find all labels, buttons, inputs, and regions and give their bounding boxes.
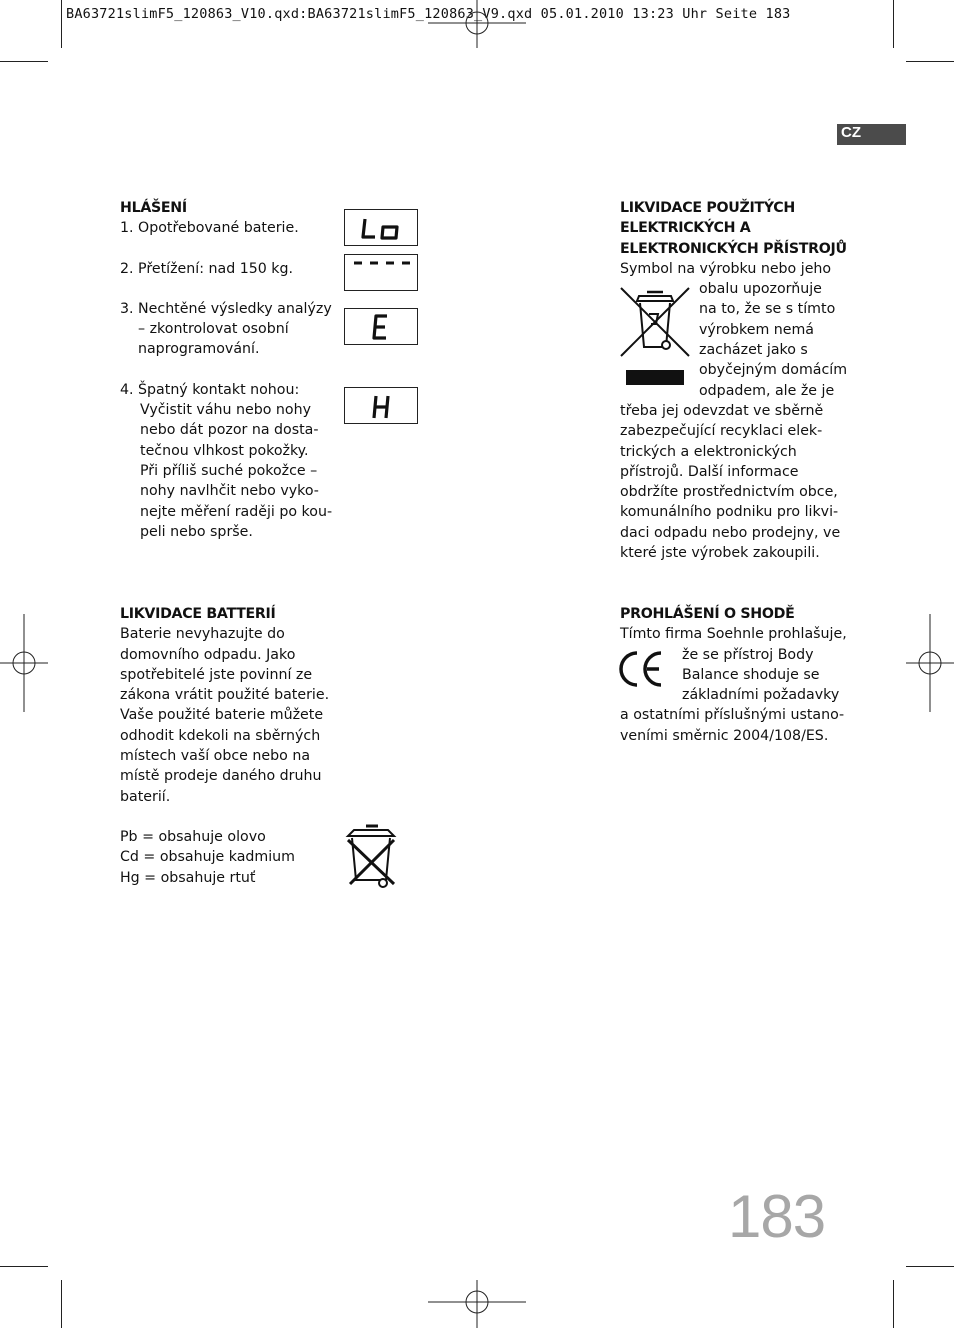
crop-mark xyxy=(893,1280,894,1328)
body-line: místech vaší obce nebo na xyxy=(120,748,311,765)
crop-mark xyxy=(906,61,954,62)
body-line: trických a elektronických xyxy=(620,443,797,460)
crop-mark xyxy=(0,1266,48,1267)
message-item: naprogramování. xyxy=(138,341,260,358)
body-line: obdržíte prostřednictvím obce, xyxy=(620,484,838,501)
crop-mark xyxy=(61,1280,62,1328)
body-line: třeba jej odevzdat ve sběrně xyxy=(620,402,824,419)
language-tab: CZ xyxy=(837,124,906,145)
message-item: tečnou vlhkost pokožky. xyxy=(140,442,309,459)
message-item: – zkontrolovat osobní xyxy=(138,321,289,338)
section-heading: HLÁŠENÍ xyxy=(120,200,187,216)
chem-line: Cd = obsahuje kadmium xyxy=(120,849,295,866)
body-line: veními směrnic 2004/108/ES. xyxy=(620,727,829,744)
crop-mark xyxy=(61,0,62,48)
body-line: výrobkem nemá xyxy=(699,321,815,338)
body-line: zákona vrátit použité baterie. xyxy=(120,687,330,704)
message-item: Vyčistit váhu nebo nohy xyxy=(140,402,311,419)
lcd-dashes-icon xyxy=(344,254,418,291)
section-heading: ELEKTRONICKÝCH PŘÍSTROJŮ xyxy=(620,240,847,257)
chem-line: Pb = obsahuje olovo xyxy=(120,828,266,845)
weee-bin-icon xyxy=(618,284,692,388)
body-line: Balance shoduje se xyxy=(682,666,820,683)
message-item: 2. Přetížení: nad 150 kg. xyxy=(120,260,294,277)
message-item: nebo dát pozor na dosta- xyxy=(140,422,319,439)
section-heading: LIKVIDACE POUŽITÝCH xyxy=(620,200,795,216)
battery-disposal-section xyxy=(120,604,350,888)
body-line: přístrojů. Další informace xyxy=(620,463,799,480)
body-line: Symbol na výrobku nebo jeho xyxy=(620,260,832,277)
body-line: komunálního podniku pro likvi- xyxy=(620,504,839,521)
body-line: Vaše použité baterie můžete xyxy=(120,707,324,724)
lcd-lo-icon xyxy=(344,209,418,246)
ce-mark-icon xyxy=(617,650,665,688)
body-line: zacházet jako s xyxy=(699,342,808,359)
body-line: odhodit kdekoli na sběrných xyxy=(120,727,321,744)
body-line: baterií. xyxy=(120,788,171,805)
body-line: místě prodeje daného druhu xyxy=(120,768,322,785)
message-item: Při příliš suché pokožce – xyxy=(140,462,318,479)
messages-section xyxy=(120,198,340,542)
registration-mark-right xyxy=(906,614,954,712)
lcd-e-icon xyxy=(344,308,418,345)
body-line: Baterie nevyhazujte do xyxy=(120,626,285,643)
page-number: 183 xyxy=(728,1183,826,1250)
registration-mark-left xyxy=(0,614,48,712)
section-heading: ELEKTRICKÝCH A xyxy=(620,220,751,237)
body-line: odpadem, ale že je xyxy=(699,382,835,399)
body-line: domovního odpadu. Jako xyxy=(120,646,296,663)
body-line: obyčejným domácím xyxy=(699,362,848,379)
body-line: a ostatními příslušnými ustano- xyxy=(620,707,845,724)
chem-line: Hg = obsahuje rtuť xyxy=(120,869,256,886)
body-line: které jste výrobek zakoupili. xyxy=(620,545,820,562)
registration-mark-bottom xyxy=(428,1280,526,1328)
body-line: daci odpadu nebo prodejny, ve xyxy=(620,524,841,541)
body-line: že se přístroj Body xyxy=(682,646,814,663)
body-line: na to, že se s tímto xyxy=(699,301,836,318)
crop-mark xyxy=(906,1266,954,1267)
lcd-h-icon xyxy=(344,387,418,424)
message-item: 4. Špatný kontakt nohou: xyxy=(120,381,300,398)
crop-mark xyxy=(893,0,894,48)
section-heading: LIKVIDACE BATTERIÍ xyxy=(120,606,276,622)
section-heading: PROHLÁŠENÍ O SHODĚ xyxy=(620,606,795,622)
print-slug: BA63721slimF5_120863_V10.qxd:BA63721slimF5_120863_V9.qxd 05.01.2010 13:23 Uhr Seite 183 xyxy=(66,6,791,22)
body-line: zabezpečující recyklaci elek- xyxy=(620,423,823,440)
crossed-bin-icon xyxy=(344,824,400,890)
body-line: obalu upozorňuje xyxy=(699,281,822,298)
body-line: Tímto firma Soehnle prohlašuje, xyxy=(620,626,847,643)
message-item: 1. Opotřebované baterie. xyxy=(120,220,299,237)
message-item: peli nebo sprše. xyxy=(140,523,253,540)
message-item: 3. Nechtěné výsledky analýzy xyxy=(120,300,332,317)
message-item: nejte měření raději po kou- xyxy=(140,503,333,520)
crop-mark xyxy=(0,61,48,62)
body-line: spotřebitelé jste povinní ze xyxy=(120,666,313,683)
registration-mark-top xyxy=(428,0,526,48)
body-line: základními požadavky xyxy=(682,687,840,704)
message-item: nohy navlhčit nebo vyko- xyxy=(140,483,319,500)
